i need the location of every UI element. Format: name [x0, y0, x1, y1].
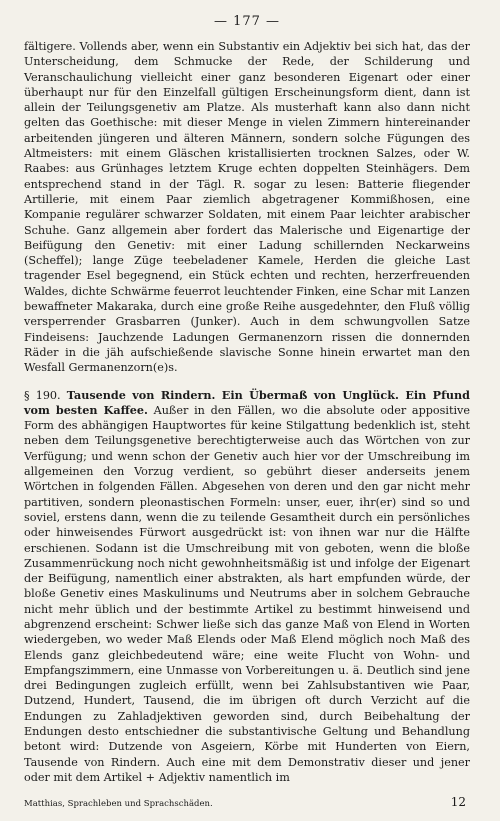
- paragraph-2-text: Außer in den Fällen, wo die absolute oder appositive Form des abhängigen Hauptwortes für keine Stilgattung bedenklich ist, steht neben dem Teilungsgenetive berechtigterweise auch das Wörtchen von zur Verfügung; und wenn schon der Genetiv auch hier vor der Umschreibung im allgemeinen den Vorzug verdient, so gebührt dieser anderseits jenem Wörtchen in folgenden Fällen. Abgesehen von deren und den gar nicht mehr partitiven, sondern pleonastischen Formeln: unser, euer, ihr(er) sind so und soviel, erstens dann, wenn die zu teilende Gesamtheit durch ein persönliches oder hinweisendes Fürwort ausgedrückt ist: von ihnen war nur die Hälfte erschienen. Sodann ist die Umschreibung mit von geboten, wenn die bloße Zusammenrückung noch nicht gewohnheitsmäßig ist und infolge der Eigenart der Beifügung, namentlich einer abstrakten, als hart empfunden würde, der bloße Genetiv eines Maskulinums und Neutrums aber in solchem Gebrauche nicht mehr üblich und der bestimmte Artikel zu bestimmt hinweisend und abgrenzend erscheint: Schwer ließe sich das ganze Maß von Elend in Worten wiedergeben, wo weder Maß Elends oder Maß Elend möglich noch Maß des Elends ganz gleichbedeutend wäre; eine weite Flucht von Wohn- und Empfangszimmern, eine Unmasse von Vorbereitungen u. ä. Deutlich sind jene drei Bedingungen zugleich erfüllt, wenn bei Zahlsubstantiven wie Paar, Dutzend, Hundert, Tausend, die im übrigen oft durch Verzicht auf die Endungen zu Zahladjektiven geworden sind, durch Beibehaltung der Endungen desto entschiedner die substantivische Geltung und Behandlung betont wird: Dutzende von Asgeiern, Körbe mit Hunderten von Eiern, Tausende von Rindern. Auch eine mit dem Demonstrativ dieser und jener oder mit dem Artikel + Adjektiv namentlich im: [24, 403, 470, 784]
- page-footer: [24, 795, 466, 809]
- paragraph-1-text: fältigere. Vollends aber, wenn ein Substantiv ein Adjektiv bei sich hat, das der Unterscheidung, dem Schmucke der Rede, der Schilderung und Veranschaulichung vielleicht einer ganz besonderen Eigenart oder einer überhaupt nur für den Einzelfall gültigen Erscheinungsform dient, dann ist allein der Teilungsgenetiv am Platze. Als musterhaft kann also dann nicht gelten das Goethische: mit dieser Menge in vielen Zimmern hintereinander arbeitenden jüngeren und älteren Männern, sondern solche Fügungen des Altmeisters: mit einem Gläschen kristallisierten trocknen Salzes, oder W. Raabes: aus Grünhages letztem Kruge echten doppelten Steinhägers. Dem entsprechend stand in der Tägl. R. sogar zu lesen: Batterie fliegender Artillerie, mit einem Paar ziemlich abgetragener Kommißhosen, eine Kompanie regulärer schwarzer Soldaten, mit einem Paar leichter arabischer Schuhe. Ganz allgemein aber fordert das Malerische und Eigenartige der Beifügung den Genetiv: mit einer Ladung schillernden Neckarweins (Scheffel); lange Züge teebeladener Kamele, Herden die gleiche Last tragender Esel begegnend, ein Stück echten und rechten, herzerfreuenden Waldes, dichte Schwärme feuerrot leuchtender Finken, eine Schar mit Lanzen bewaffneter Makaraka, durch eine große Reihe ausgedehnter, den Fluß völlig versperrender Grasbarren (Junker). Auch in dem schwungvollen Satze Findeisens: Jauchzende Ladungen Germanenzorn rissen die donnernden Räder in die jäh aufschießende slavische Sonne hinein erwartet man den Wesfall Germanenzorn(e)s.: [24, 40, 470, 375]
- page-number-header: — 177 —: [213, 14, 281, 29]
- footer-signature-number: 12: [450, 795, 466, 809]
- paragraph-2: [24, 388, 470, 786]
- page-header: [24, 14, 470, 29]
- footer-book-title: Matthias, Sprachleben und Sprachschäden.: [24, 799, 213, 809]
- section-gap: [24, 376, 470, 388]
- section-number: § 190.: [24, 388, 61, 402]
- section-heading: Tausende von Rindern. Ein Übermaß von Unglück. Ein Pfund vom besten Kaffee.: [24, 387, 470, 417]
- paragraph-1: [24, 39, 470, 376]
